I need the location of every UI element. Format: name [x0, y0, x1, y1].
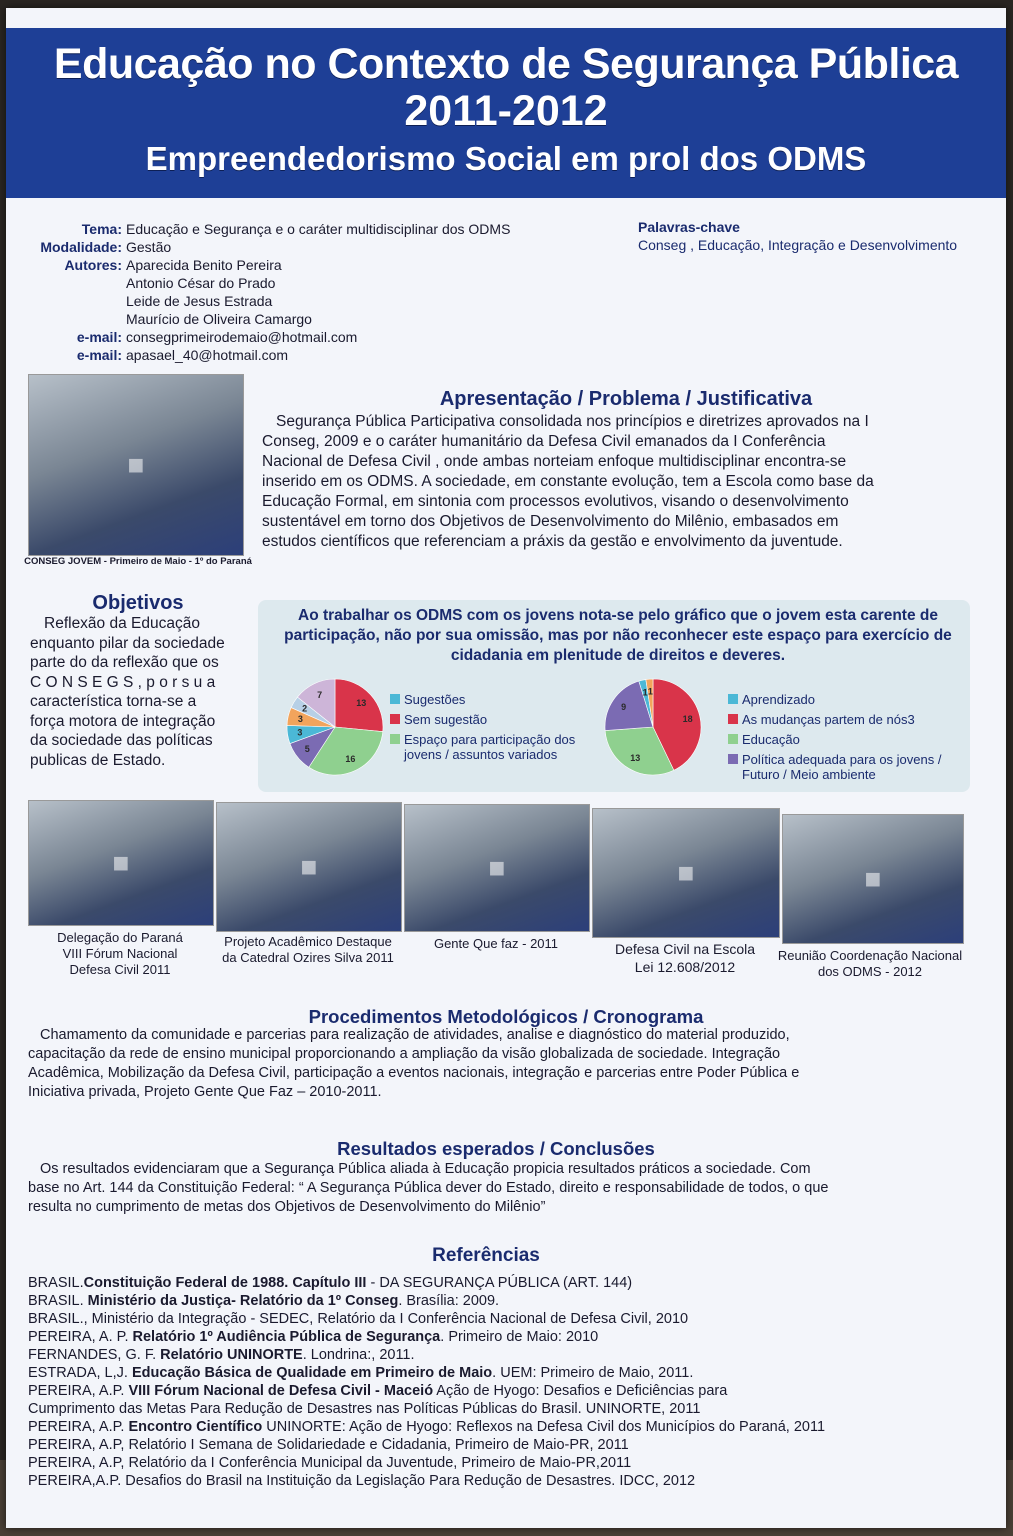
- referencia-item: [28, 1418, 988, 1436]
- autor: Maurício de Oliveira Camargo: [126, 311, 312, 327]
- pie-value-label: 18: [682, 714, 693, 725]
- apresentacao-line: Educação Formal, em sintonia com processos evolutivos, visando o desenvolvimento: [262, 493, 849, 510]
- apresentacao-text: [262, 412, 986, 552]
- legend-label: As mudanças partem de nós3: [742, 712, 915, 727]
- referencia-text: . Primeiro de Maio: 2010: [440, 1329, 599, 1345]
- objetivos-text: [30, 614, 250, 770]
- resultados-text: [28, 1160, 978, 1217]
- pie-value-label: 7: [317, 689, 323, 700]
- gallery-photo-defesa-civil: [592, 808, 780, 938]
- referencia-text: PEREIRA, A.P.: [28, 1419, 129, 1435]
- keywords-label: Palavras-chave: [638, 219, 740, 235]
- referencia-text: PEREIRA, A.P, Relatório da I Conferência Municipal da Juventude, Primeiro de Maio-PR,2011: [28, 1455, 632, 1471]
- legend-item: [390, 692, 590, 707]
- pie-value-label: 13: [356, 698, 367, 709]
- legend-item: [728, 752, 958, 782]
- referencia-bold: Educação Básica de Qualidade em Primeiro de Maio: [131, 1365, 493, 1381]
- resultados-line: Os resultados evidenciaram que a Segurança Pública aliada à Educação propicia resultados práticos a sociedade. Com: [40, 1161, 811, 1177]
- gallery-photo-delegacao: [28, 800, 214, 926]
- gallery-caption: Reunião Coordenação Nacional dos ODMS - 2012: [777, 948, 963, 979]
- autores-label: Autores:: [64, 257, 122, 273]
- legend-swatch: [728, 754, 738, 764]
- autor: Antonio César do Prado: [126, 275, 276, 291]
- keywords-value: Conseg , Educação, Integração e Desenvolvimento: [638, 237, 958, 253]
- legend-swatch: [728, 694, 738, 704]
- objetivos-line: Reflexão da Educação: [44, 615, 200, 632]
- legend-label: Sem sugestão: [404, 712, 488, 727]
- referencia-item: [28, 1382, 988, 1400]
- resultados-line: base no Art. 144 da Constituição Federal: “ A Segurança Pública dever do Estado, direito e responsabilidade de todos, o que: [28, 1180, 829, 1196]
- legend-sugestoes: [390, 692, 590, 767]
- legend-swatch: [390, 734, 400, 744]
- procedimentos-text: [28, 1026, 978, 1102]
- resultados-line: resulta no cumprimento de metas dos Objetivos de Desenvolvimento do Milênio”: [28, 1199, 546, 1215]
- apresentacao-line: Nacional de Defesa Civil , onde ambas norteiam enfoque multidisciplinar encontra-se: [262, 453, 847, 470]
- referencia-item: [28, 1328, 988, 1346]
- procedimentos-title: Procedimentos Metodológicos / Cronograma: [308, 1006, 704, 1027]
- legend-label: Educação: [742, 732, 800, 747]
- pie-value-label: 13: [630, 752, 641, 763]
- procedimentos-line: capacitação da rede de ensino municipal proporcionando a ampliação da visão globalizada de sociedade. Integração: [28, 1046, 781, 1062]
- photo-icon: ■: [677, 857, 695, 888]
- referencias-list: [28, 1274, 988, 1490]
- procedimentos-line: Chamamento da comunidade e parcerias para realização de atividades, analise e diagnóstico do material produzido,: [40, 1027, 790, 1043]
- objetivos-line: força motora de integração: [30, 712, 216, 730]
- photo-icon: ■: [488, 852, 506, 883]
- legend-label: Aprendizado: [742, 692, 815, 707]
- legend-item: [728, 732, 958, 747]
- objetivos-line: publicas de Estado.: [30, 751, 166, 769]
- legend-aprendizado: [728, 692, 958, 787]
- apresentacao-line: inserido em os ODMS. A sociedade, em constante evolução, tem a Escola como base da: [262, 473, 874, 490]
- email-label: e-mail:: [76, 347, 122, 363]
- procedimentos-line: Iniciativa privada, Projeto Gente Que Faz – 2010-2011.: [28, 1084, 382, 1100]
- apresentacao-line: Segurança Pública Participativa consolidada nos princípios e diretrizes aprovados na I: [276, 413, 869, 430]
- referencia-text: BRASIL.: [28, 1275, 84, 1291]
- procedimentos-line: Acadêmica, Mobilização da Defesa Civil, participação a eventos nacionais, integração e parcerias entre Poder Pública e: [28, 1065, 800, 1081]
- referencias-title: Referências: [432, 1245, 540, 1266]
- referencia-bold: Encontro Científico: [128, 1419, 263, 1435]
- photo-icon: ■: [864, 863, 882, 894]
- referencia-text: FERNANDES, G. F.: [28, 1347, 161, 1363]
- legend-item: [728, 692, 958, 707]
- referencia-text: PEREIRA,A.P. Desafios do Brasil na Instituição da Legislação Para Redução de Desastres. IDCC, 2012: [28, 1473, 696, 1489]
- gallery-photo-projeto: [216, 802, 402, 932]
- pie-value-label: 2: [302, 703, 308, 714]
- photo-icon: ■: [300, 851, 318, 882]
- referencia-bold: Ministério da Justiça- Relatório da 1º Conseg: [87, 1293, 399, 1309]
- email-link[interactable]: consegprimeirodemaio@hotmail.com: [126, 329, 358, 345]
- email-link[interactable]: apasael_40@hotmail.com: [126, 347, 289, 363]
- conseg-photo-caption: CONSEG JOVEM - Primeiro de Maio - 1º do Paraná: [24, 556, 252, 567]
- gallery-caption: Defesa Civil na Escola Lei 12.608/2012: [614, 941, 756, 975]
- legend-item: [728, 712, 958, 727]
- referencia-text: . Brasília: 2009.: [398, 1293, 500, 1309]
- chart-lead-text: Ao trabalhar os ODMS com os jovens nota-se pelo gráfico que o jovem esta carente de participação, não por sua omissão, mas por não reconhecer este espaço para exercício de cidadania em plenitude de direitos e deveres.: [284, 607, 952, 664]
- referencia-text: PEREIRA, A.P, Relatório I Semana de Solidariedade e Cidadania, Primeiro de Maio-PR, 2011: [28, 1437, 629, 1453]
- email-label: e-mail:: [76, 329, 122, 345]
- referencia-text: BRASIL.: [28, 1293, 88, 1309]
- referencia-text: Ação de Hyogo: Desafios e Deficiências para: [433, 1383, 728, 1399]
- pie-value-label: 3: [297, 727, 303, 738]
- referencia-item: [28, 1274, 988, 1292]
- referencia-text: . UEM: Primeiro de Maio, 2011.: [492, 1365, 694, 1381]
- resultados-title: Resultados esperados / Conclusões: [337, 1138, 655, 1159]
- gallery-caption: Delegação do Paraná VIII Fórum Nacional Defesa Civil 2011: [57, 930, 183, 977]
- gallery-photo-reuniao: [782, 814, 964, 944]
- objetivos-line: parte do da reflexão que os: [30, 654, 219, 671]
- pie-value-label: 16: [345, 754, 356, 765]
- photo-icon: ■: [112, 847, 130, 878]
- modalidade-value: Gestão: [126, 239, 172, 255]
- referencia-item: [28, 1436, 988, 1454]
- apresentacao-title: Apresentação / Problema / Justificativa: [439, 388, 813, 410]
- legend-item: [390, 732, 590, 762]
- pie-chart-sugestoes: [280, 672, 390, 782]
- referencia-item: [28, 1472, 988, 1490]
- legend-label: Sugestões: [404, 692, 466, 707]
- gallery-photo-gente-que-faz: [404, 804, 590, 932]
- poster-years: 2011-2012: [404, 87, 608, 135]
- legend-label: Política adequada para os jovens / Futuro / Meio ambiente: [742, 752, 942, 782]
- keywords-block: [638, 218, 957, 254]
- legend-label: Espaço para participação dos jovens / assuntos variados: [404, 732, 576, 762]
- referencia-text: . Londrina:, 2011.: [302, 1347, 415, 1363]
- apresentacao-line: estudos científicos que referenciam a práxis da gestão e envolvimento da juventude.: [262, 533, 843, 550]
- pie-value-label: 9: [621, 701, 627, 712]
- referencia-item: [28, 1346, 988, 1364]
- conseg-jovem-photo: [28, 374, 244, 556]
- referencia-bold: Relatório 1º Audiência Pública de Segurança: [132, 1329, 441, 1345]
- objetivos-line: enquanto pilar da sociedade: [30, 634, 225, 652]
- referencia-item: [28, 1364, 988, 1382]
- referencia-text: BRASIL., Ministério da Integração - SEDEC, Relatório da I Conferência Nacional de Defesa Civil, 2010: [28, 1311, 689, 1327]
- tema-value: Educação e Segurança e o caráter multidisciplinar dos ODMS: [126, 221, 511, 237]
- referencia-text: - DA SEGURANÇA PÚBLICA (ART. 144): [366, 1275, 633, 1291]
- poster-banner: [6, 8, 1006, 1528]
- referencia-item: [28, 1454, 988, 1472]
- legend-swatch: [390, 714, 400, 724]
- pie-value-label: 3: [297, 714, 303, 725]
- gallery-caption: Gente Que faz - 2011: [433, 936, 559, 951]
- referencia-bold: Constituição Federal de 1988. Capítulo III: [83, 1275, 367, 1291]
- referencia-text: PEREIRA, A. P.: [28, 1329, 133, 1345]
- apresentacao-line: sustentável em torno dos Objetivos de Desenvolvimento do Milênio, embasados em: [262, 513, 839, 530]
- tema-label: Tema:: [81, 221, 122, 237]
- poster-subtitle: Empreendedorismo Social em prol dos ODMS: [145, 140, 867, 177]
- legend-swatch: [728, 714, 738, 724]
- referencia-bold: Relatório UNINORTE: [160, 1347, 303, 1363]
- referencia-text: UNINORTE: Ação de Hyogo: Reflexos na Defesa Civil dos Municípios do Paraná, 2011: [262, 1419, 826, 1435]
- poster-header: [6, 28, 1006, 198]
- gallery-caption: Projeto Acadêmico Destaque da Catedral Ozires Silva 2011: [222, 934, 394, 965]
- modalidade-label: Modalidade:: [40, 239, 122, 255]
- meta-block: [18, 220, 510, 364]
- pie-value-label: 5: [304, 744, 310, 755]
- objetivos-line: C O N S E G S , p o r s u a: [30, 673, 216, 691]
- objetivos-line: característica torna-se a: [30, 693, 197, 710]
- objetivos-line: da sociedade das políticas: [30, 732, 213, 749]
- referencia-text: Cumprimento das Metas Para Redução de Desastres nas Políticas Públicas do Brasil. UNINORTE, 2011: [28, 1401, 701, 1417]
- apresentacao-line: Conseg, 2009 e o caráter humanitário da Defesa Civil emanados da I Conferência: [262, 433, 826, 450]
- referencia-item: [28, 1310, 988, 1328]
- autor: Leide de Jesus Estrada: [126, 293, 273, 309]
- referencia-item: [28, 1292, 988, 1310]
- legend-item: [390, 712, 590, 727]
- referencia-text: ESTRADA, L,J.: [28, 1365, 132, 1381]
- pie-value-label: 1: [647, 686, 653, 697]
- pie-chart-aprendizado: [598, 672, 708, 782]
- autor: Aparecida Benito Pereira: [126, 257, 282, 273]
- pie-value-label: 1: [642, 687, 648, 698]
- poster-title: Educação no Contexto de Segurança Pública: [53, 40, 959, 88]
- referencia-text: PEREIRA, A.P.: [28, 1383, 129, 1399]
- objetivos-title: Objetivos: [92, 592, 184, 614]
- referencia-bold: VIII Fórum Nacional de Defesa Civil - Maceió: [128, 1383, 434, 1399]
- camera-icon: ■: [127, 449, 145, 480]
- chart-panel: [258, 600, 970, 792]
- legend-swatch: [728, 734, 738, 744]
- legend-swatch: [390, 694, 400, 704]
- referencia-item: [28, 1400, 988, 1418]
